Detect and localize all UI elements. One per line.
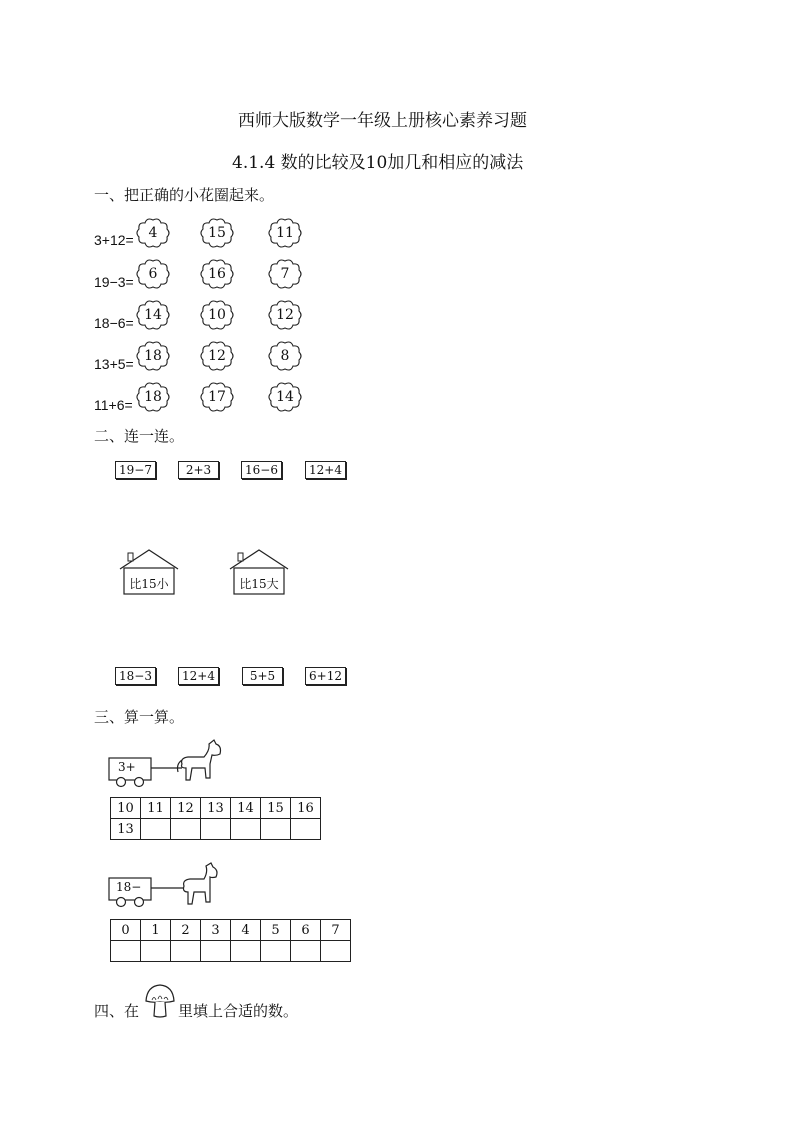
equation-label: 18−6=: [94, 315, 134, 331]
grid-cell: 7: [321, 920, 351, 941]
flower-number: 6: [148, 266, 158, 282]
grid-answer-cell[interactable]: [231, 819, 261, 840]
equation-label: 19−3=: [94, 274, 134, 290]
top-expression-box[interactable]: 2+3: [178, 461, 219, 479]
flower-number: 8: [280, 348, 290, 364]
flower-option[interactable]: [199, 217, 235, 249]
section-2-heading: 二、连一连。: [94, 427, 185, 445]
grid-cell: 14: [231, 798, 261, 819]
equation-label: 13+5=: [94, 356, 134, 372]
grid-answer-cell[interactable]: [201, 819, 231, 840]
mushroom-icon: [144, 983, 176, 1019]
flower-number: 7: [280, 266, 290, 282]
grid-answer-cell[interactable]: [111, 941, 141, 962]
grid-answer-cell[interactable]: [231, 941, 261, 962]
flower-option[interactable]: [267, 340, 303, 372]
grid-cell: 0: [111, 920, 141, 941]
bottom-expression-box[interactable]: 6+12: [305, 667, 346, 685]
grid-cell: 4: [231, 920, 261, 941]
bottom-expression-box[interactable]: 5+5: [242, 667, 283, 685]
flower-option[interactable]: [267, 299, 303, 331]
house-greater-than-15[interactable]: [224, 547, 294, 597]
top-expression-box[interactable]: 16−6: [241, 461, 282, 479]
grid-cell: 13: [201, 798, 231, 819]
flower-number: 16: [208, 266, 226, 282]
section-4-heading-end: 里填上合适的数。: [178, 1002, 299, 1020]
flower-number: 18: [144, 348, 162, 364]
number-grid-2: [110, 919, 351, 962]
grid-answer-cell[interactable]: [291, 941, 321, 962]
flower-option[interactable]: [199, 258, 235, 290]
flower-number: 18: [144, 389, 162, 405]
flower-number: 14: [144, 307, 162, 323]
section-4-heading-start: 四、在: [94, 1002, 140, 1020]
page-title: 西师大版数学一年级上册核心素养习题: [238, 111, 527, 131]
house-label: 比15小: [129, 577, 169, 591]
flower-option[interactable]: [135, 258, 171, 290]
flower-option[interactable]: [267, 381, 303, 413]
top-expression-box[interactable]: 12+4: [305, 461, 346, 479]
grid-cell: 15: [261, 798, 291, 819]
grid-answer-cell[interactable]: [261, 941, 291, 962]
bottom-expression-box[interactable]: 18−3: [115, 667, 156, 685]
page-subtitle: 4.1.4 数的比较及10加几和相应的减法: [232, 153, 524, 173]
grid-answer-cell[interactable]: [201, 941, 231, 962]
grid-cell: 6: [291, 920, 321, 941]
grid-cell: 10: [111, 798, 141, 819]
grid-answer-cell[interactable]: [171, 819, 201, 840]
grid-answer-cell[interactable]: [171, 941, 201, 962]
grid-answer-cell[interactable]: [141, 819, 171, 840]
flower-option[interactable]: [199, 299, 235, 331]
bottom-expression-box[interactable]: 12+4: [178, 667, 219, 685]
flower-option[interactable]: [267, 258, 303, 290]
equation-label: 11+6=: [94, 397, 133, 413]
flower-number: 17: [208, 389, 226, 405]
grid-cell: 12: [171, 798, 201, 819]
flower-number: 14: [276, 389, 294, 405]
flower-number: 15: [208, 225, 226, 241]
grid-answer-cell[interactable]: [321, 941, 351, 962]
grid-cell: 5: [261, 920, 291, 941]
grid-cell: 11: [141, 798, 171, 819]
house-less-than-15[interactable]: [114, 547, 184, 597]
section-1-heading: 一、把正确的小花圈起来。: [94, 186, 275, 204]
grid-cell: 3: [201, 920, 231, 941]
house-label: 比15大: [239, 577, 279, 591]
grid-cell: 16: [291, 798, 321, 819]
flower-option[interactable]: [135, 299, 171, 331]
equation-label: 3+12=: [94, 232, 134, 248]
flower-number: 4: [148, 225, 158, 241]
number-grid-1: [110, 797, 321, 840]
flower-option[interactable]: [267, 217, 303, 249]
flower-number: 11: [276, 225, 294, 241]
grid-answer-cell[interactable]: [261, 819, 291, 840]
flower-option[interactable]: [135, 340, 171, 372]
flower-option[interactable]: [199, 340, 235, 372]
flower-number: 12: [208, 348, 226, 364]
grid-cell: 2: [171, 920, 201, 941]
cart-with-horse-2: [106, 862, 226, 914]
top-expression-box[interactable]: 19−7: [115, 461, 156, 479]
grid-answer-cell[interactable]: [291, 819, 321, 840]
section-3-heading: 三、算一算。: [94, 708, 185, 726]
grid-cell: 1: [141, 920, 171, 941]
cart-with-horse-1: [106, 738, 226, 790]
flower-option[interactable]: [135, 381, 171, 413]
flower-option[interactable]: [135, 217, 171, 249]
grid-answer-cell[interactable]: 13: [111, 819, 141, 840]
cart-label: 18−: [116, 880, 142, 894]
grid-answer-cell[interactable]: [141, 941, 171, 962]
flower-number: 10: [208, 307, 226, 323]
flower-number: 12: [276, 307, 294, 323]
flower-option[interactable]: [199, 381, 235, 413]
cart-label: 3+: [118, 760, 136, 774]
